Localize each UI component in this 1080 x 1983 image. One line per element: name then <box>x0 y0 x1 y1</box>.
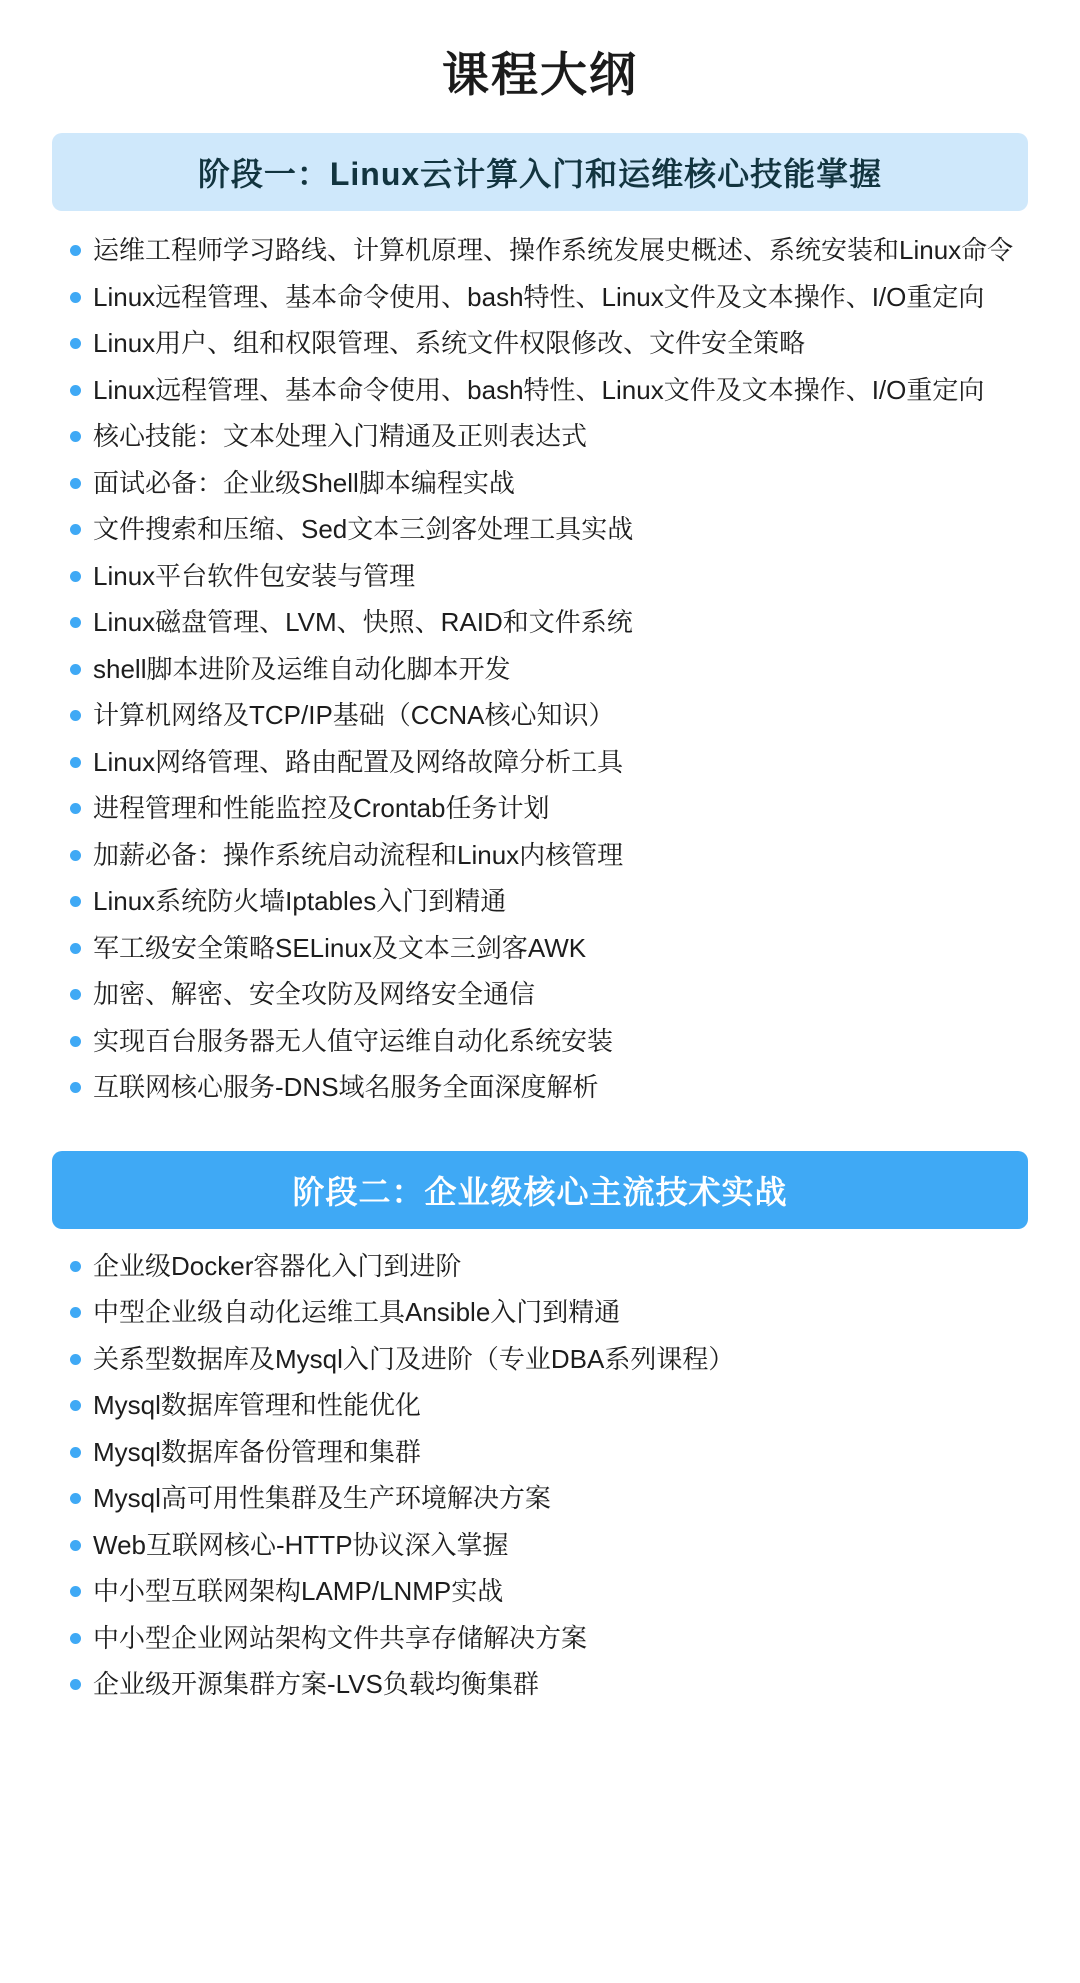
list-item <box>52 274 1028 321</box>
list-item-label: 互联网核心服务-DNS域名服务全面深度解析 <box>93 1072 599 1102</box>
bullet-icon <box>70 292 81 303</box>
bullet-icon <box>70 943 81 954</box>
list-item <box>52 553 1028 600</box>
list-item <box>52 1382 1028 1429</box>
section-divider-spacer <box>52 1137 1028 1151</box>
list-item <box>52 1336 1028 1383</box>
list-item-label: 面试必备：企业级Shell脚本编程实战 <box>93 467 515 498</box>
list-item-label: Web互联网核心-HTTP协议深入掌握 <box>93 1529 509 1560</box>
list-item-label: 关系型数据库及Mysql入门及进阶（专业DBA系列课程） <box>93 1343 735 1374</box>
list-item <box>52 1475 1028 1522</box>
bullet-icon <box>70 1307 81 1318</box>
list-item <box>52 1289 1028 1336</box>
list-item <box>52 460 1028 507</box>
bullet-icon <box>70 896 81 907</box>
bullet-icon <box>70 338 81 349</box>
list-item-label: Linux平台软件包安装与管理 <box>93 560 416 591</box>
list-item-label: 中小型互联网架构LAMP/LNMP实战 <box>93 1576 504 1606</box>
list-item <box>52 692 1028 739</box>
bullet-icon <box>70 850 81 861</box>
list-item <box>52 413 1028 460</box>
list-item-label: 核心技能：文本处理入门精通及正则表达式 <box>93 421 588 451</box>
bullet-icon <box>70 571 81 582</box>
section-header-stage-one: 阶段一：Linux云计算入门和运维核心技能掌握 <box>52 133 1028 211</box>
list-item <box>52 646 1028 693</box>
list-item-label: Linux用户、组和权限管理、系统文件权限修改、文件安全策略 <box>93 328 806 358</box>
list-item <box>52 367 1028 414</box>
list-item <box>52 971 1028 1018</box>
list-item-label: 中小型企业网站架构文件共享存储解决方案 <box>93 1622 588 1653</box>
list-item <box>52 785 1028 832</box>
section-stage-one <box>52 133 1028 1127</box>
bullet-icon <box>70 1036 81 1047</box>
bullet-icon <box>70 989 81 1000</box>
section-header-stage-two: 阶段二：企业级核心主流技术实战 <box>52 1151 1028 1229</box>
bullet-icon <box>70 757 81 768</box>
list-item-label: 企业级开源集群方案-LVS负载均衡集群 <box>93 1669 539 1699</box>
list-item-label: Linux远程管理、基本命令使用、bash特性、Linux文件及文本操作、I/O重定向 <box>93 374 985 405</box>
section-body-stage-two <box>52 1229 1028 1724</box>
list-item-label: shell脚本进阶及运维自动化脚本开发 <box>93 653 511 684</box>
bullet-icon <box>70 1082 81 1093</box>
bullet-icon <box>70 803 81 814</box>
list-item <box>52 832 1028 879</box>
bullet-icon <box>70 1540 81 1551</box>
bullet-icon <box>70 1447 81 1458</box>
list-item <box>52 1429 1028 1476</box>
list-item-label: 加薪必备：操作系统启动流程和Linux内核管理 <box>93 839 624 870</box>
list-item-label: 加密、解密、安全攻防及网络安全通信 <box>93 979 536 1009</box>
list-item <box>52 320 1028 367</box>
bullet-icon <box>70 245 81 256</box>
bullet-icon <box>70 524 81 535</box>
list-item-label: Mysql高可用性集群及生产环境解决方案 <box>93 1483 551 1513</box>
list-item <box>52 925 1028 972</box>
list-item <box>52 878 1028 925</box>
list-item <box>52 599 1028 646</box>
bullet-icon <box>70 1586 81 1597</box>
bullet-icon <box>70 1679 81 1690</box>
list-item <box>52 1522 1028 1569</box>
list-item <box>52 1568 1028 1615</box>
list-item-label: 进程管理和性能监控及Crontab任务计划 <box>93 793 550 823</box>
bullet-icon <box>70 1493 81 1504</box>
bullet-icon <box>70 1261 81 1272</box>
list-item-label: 企业级Docker容器化入门到进阶 <box>93 1250 462 1281</box>
bullet-icon <box>70 431 81 442</box>
list-item-label: 文件搜索和压缩、Sed文本三剑客处理工具实战 <box>93 514 634 544</box>
list-item-label: Linux网络管理、路由配置及网络故障分析工具 <box>93 746 624 777</box>
list-item-label: Mysql数据库管理和性能优化 <box>93 1390 421 1420</box>
list-item <box>52 1615 1028 1662</box>
list-item <box>52 1018 1028 1065</box>
list-item <box>52 506 1028 553</box>
list-item-label: Mysql数据库备份管理和集群 <box>93 1436 421 1467</box>
list-item-label: Linux磁盘管理、LVM、快照、RAID和文件系统 <box>93 607 633 637</box>
list-item <box>52 1661 1028 1708</box>
bullet-icon <box>70 710 81 721</box>
bullet-icon <box>70 478 81 489</box>
list-item <box>52 739 1028 786</box>
list-item-label: 运维工程师学习路线、计算机原理、操作系统发展史概述、系统安装和Linux命令 <box>93 235 1014 265</box>
list-item <box>52 227 1028 274</box>
list-item-label: 军工级安全策略SELinux及文本三剑客AWK <box>93 932 587 963</box>
page-title: 课程大纲 <box>442 48 638 101</box>
bullet-icon <box>70 664 81 675</box>
bullet-icon <box>70 617 81 628</box>
list-item-label: 计算机网络及TCP/IP基础（CCNA核心知识） <box>93 700 615 730</box>
section-body-stage-one <box>52 211 1028 1127</box>
bullet-icon <box>70 385 81 396</box>
list-item <box>52 1243 1028 1290</box>
list-item-label: Linux系统防火墙Iptables入门到精通 <box>93 886 507 916</box>
bullet-icon <box>70 1400 81 1411</box>
bullet-icon <box>70 1354 81 1365</box>
list-item-label: Linux远程管理、基本命令使用、bash特性、Linux文件及文本操作、I/O重定向 <box>93 281 985 312</box>
bullet-icon <box>70 1633 81 1644</box>
list-item-label: 中型企业级自动化运维工具Ansible入门到精通 <box>93 1297 621 1327</box>
list-item-label: 实现百台服务器无人值守运维自动化系统安装 <box>93 1025 614 1056</box>
section-stage-two <box>52 1151 1028 1724</box>
list-item <box>52 1064 1028 1111</box>
